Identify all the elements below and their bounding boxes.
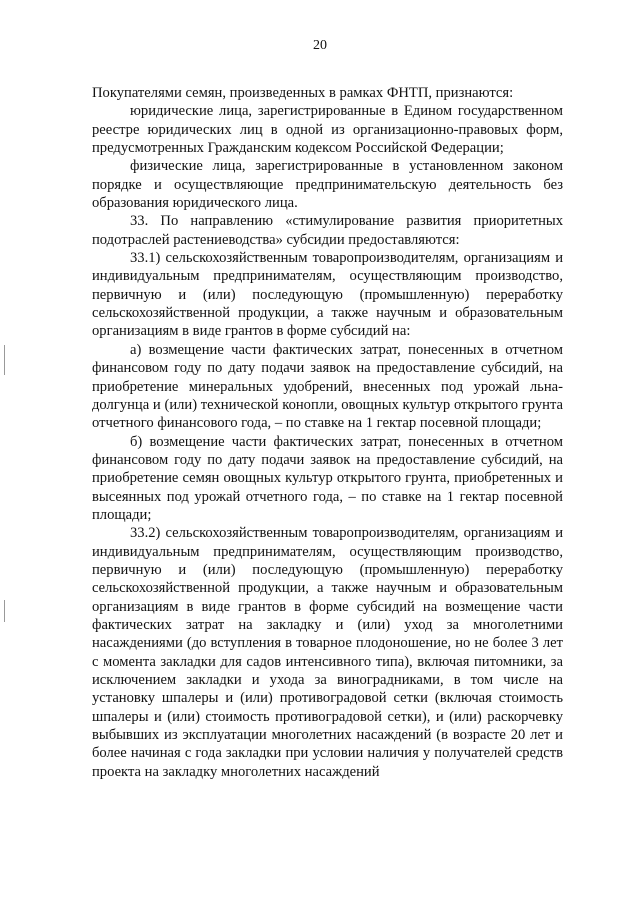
scan-edge-mark <box>4 600 5 622</box>
paragraph-33-2: 33.2) сельскохозяйственным товаропроизводителям, организациям и индивидуальным предпринимателям, осуществляющим производство, первичную и (или) последующую (промышленную) переработку сельскохозяйственной продукции, а также научным и образовательным организациям в виде грантов в форме субсидий на возмещение части фактических затрат на закладку и (или) уход за многолетними насаждениями (до вступления в товарное плодоношение, но не более 3 лет с момента закладки для садов интенсивного типа), включая питомники, за исключением закладки и ухода за виноградниками, в том числе на установку шпалеры и (или) противоградовой сетки (включая стоимость шпалеры и (или) стоимость противоградовой сетки), и (или) раскорчевку выбывших из эксплуатации многолетних насаждений (в возрасте 20 лет и более начиная с года закладки при условии наличия у получателей средств проекта на закладку многолетних насаждений <box>92 525 563 780</box>
scan-edge-mark <box>4 345 5 375</box>
page-number: 20 <box>313 38 327 53</box>
document-body <box>92 84 563 781</box>
paragraph-33: 33. По направлению «стимулирование развития приоритетных подотраслей растениеводства» субсидии предоставляются: <box>92 213 563 248</box>
paragraph-legal-entities: юридические лица, зарегистрированные в Едином государственном реестре юридических лиц в одной из организационно-правовых форм, предусмотренных Гражданским кодексом Российской Федерации; <box>92 103 563 157</box>
paragraph-33-1-b: б) возмещение части фактических затрат, понесенных в отчетном финансовом году по дату подачи заявок на предоставление субсидий, на приобретение семян овощных культур открытого грунта, приобретенных и высеянных под урожай отчетного года, – по ставке на 1 гектар посевной площади; <box>92 433 563 523</box>
paragraph-33-1: 33.1) сельскохозяйственным товаропроизводителям, организациям и индивидуальным предпринимателям, осуществляющим производство, первичную и (или) последующую (промышленную) переработку сельскохозяйственной продукции, а также научным и образовательным организациям в виде грантов в форме субсидий на: <box>92 250 563 340</box>
paragraph-buyers-intro: Покупателями семян, произведенных в рамках ФНТП, признаются: <box>92 85 514 101</box>
paragraph-33-1-a: а) возмещение части фактических затрат, понесенных в отчетном финансовом году по дату подачи заявок на предоставление субсидий, на приобретение минеральных удобрений, внесенных под урожай льна-долгунца и (или) технической конопли, овощных культур открытого грунта отчетного финансового года, – по ставке на 1 гектар посевной площади; <box>92 341 563 432</box>
paragraph-individuals: физические лица, зарегистрированные в установленном законом порядке и осуществляющие предпринимательскую деятельность без образования юридического лица. <box>92 158 563 212</box>
